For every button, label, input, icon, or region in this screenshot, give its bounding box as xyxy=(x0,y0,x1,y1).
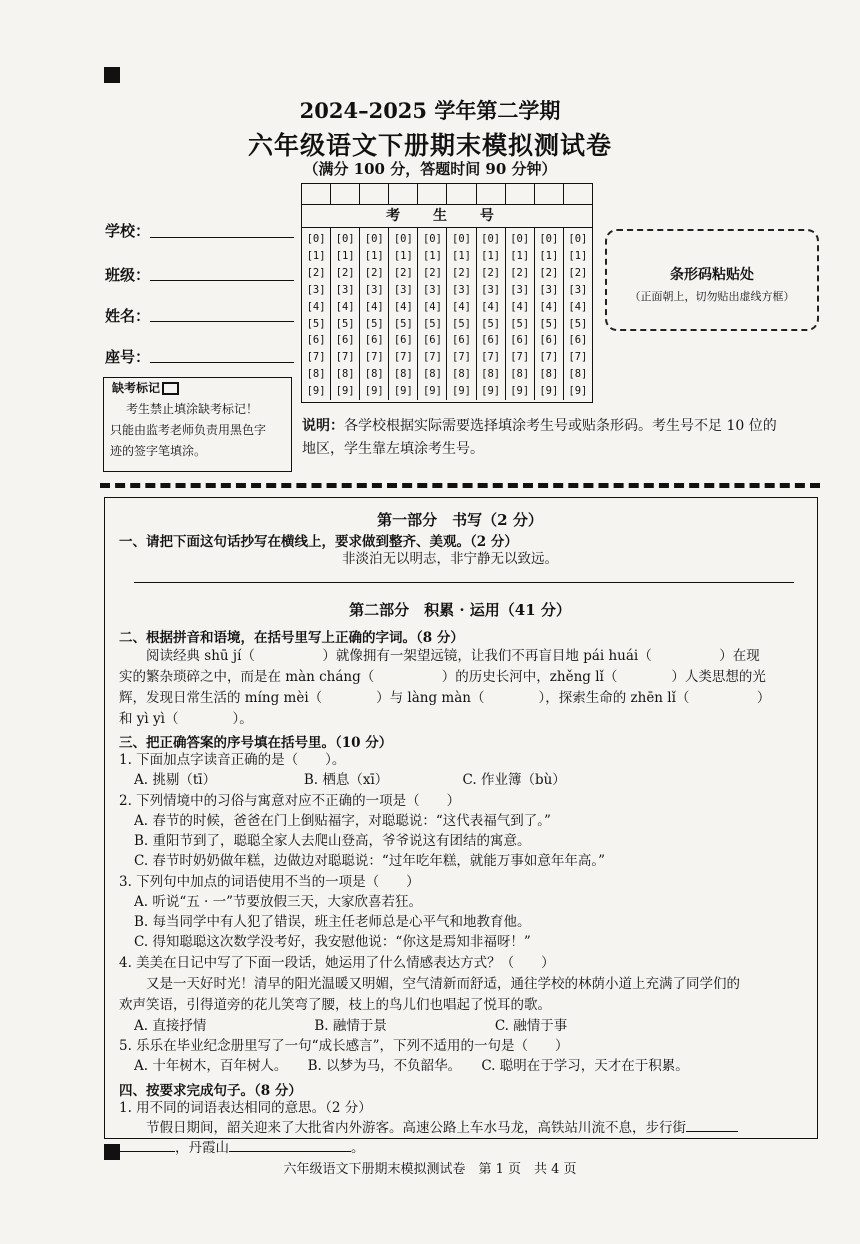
q4-line2b: 。 xyxy=(351,1140,365,1156)
absent-checkbox[interactable] xyxy=(162,382,179,395)
digit-bubble[interactable]: [6] xyxy=(539,334,559,347)
digit-bubble[interactable]: [3] xyxy=(335,283,355,296)
digit-bubble[interactable]: [9] xyxy=(539,385,559,398)
digit-bubble[interactable]: [7] xyxy=(393,351,413,364)
q3-item: 5. 乐乐在毕业纪念册里写了一句“成长感言”，下列不适用的一句是（ ） xyxy=(119,1038,569,1054)
digit-bubble[interactable]: [1] xyxy=(422,249,442,262)
absent-mark-title: 缺考标记 xyxy=(112,381,161,395)
absent-mark-box xyxy=(103,377,292,472)
digit-bubble[interactable]: [6] xyxy=(422,334,442,347)
corner-mark-top-left xyxy=(104,67,120,83)
note-label: 说明： xyxy=(302,418,344,434)
digit-bubble[interactable]: [1] xyxy=(539,249,559,262)
class-label: 班级： xyxy=(105,266,151,284)
digit-bubble[interactable]: [8] xyxy=(452,368,471,381)
digit-bubble[interactable]: [2] xyxy=(306,266,326,279)
digit-bubble[interactable]: [2] xyxy=(393,266,413,279)
digit-bubble[interactable]: [4] xyxy=(568,300,588,313)
digit-bubble[interactable]: [2] xyxy=(481,266,501,279)
barcode-hint: （正面朝上，切勿贴出虚线方框） xyxy=(629,290,795,303)
digit-bubble[interactable]: [7] xyxy=(452,351,471,364)
digit-bubble[interactable]: [3] xyxy=(452,283,471,296)
digit-bubble[interactable]: [0] xyxy=(481,233,501,245)
digit-bubble[interactable]: [4] xyxy=(452,300,471,313)
digit-bubble[interactable]: [9] xyxy=(422,385,442,398)
digit-bubble[interactable]: [7] xyxy=(306,351,326,364)
digit-bubble[interactable]: [7] xyxy=(422,351,442,364)
digit-bubble[interactable]: [5] xyxy=(393,317,413,330)
digit-bubble[interactable]: [1] xyxy=(335,249,355,262)
digit-bubble[interactable]: [3] xyxy=(306,283,326,296)
digit-bubble[interactable]: [3] xyxy=(568,283,588,296)
digit-bubble[interactable]: [5] xyxy=(539,317,559,330)
q3-option: B. 每当同学中有人犯了错误，班主任老师总是心平气和地教育他。 xyxy=(134,914,531,930)
digit-bubble[interactable]: [3] xyxy=(364,283,384,296)
digit-bubble[interactable]: [5] xyxy=(481,317,501,330)
q3-option: A. 听说“五 · 一”节要放假三天，大家欣喜若狂。 xyxy=(134,894,423,910)
name-field[interactable] xyxy=(150,320,294,322)
digit-bubble[interactable]: [6] xyxy=(335,334,355,347)
digit-bubble[interactable]: [2] xyxy=(452,266,471,279)
page-subtitle: （满分 100 分，答题时间 90 分钟） xyxy=(303,160,557,178)
exam-number-column xyxy=(389,228,418,400)
digit-bubble[interactable]: [3] xyxy=(393,283,413,296)
q3-option-row: A. 十年树木，百年树人。 B. 以梦为马，不负韶华。 C. 聪明在于学习，天才在于积累。 xyxy=(134,1058,689,1074)
digit-bubble[interactable]: [1] xyxy=(568,249,588,262)
q3-passage: 欢声笑语，引得道旁的花儿笑弯了腰，枝上的鸟儿们也唱起了悦耳的歌。 xyxy=(119,997,551,1013)
q1-heading: 一、请把下面这句话抄写在横线上，要求做到整齐、美观。（2 分） xyxy=(119,534,518,550)
school-label: 学校： xyxy=(105,222,151,240)
digit-bubble[interactable]: [4] xyxy=(422,300,442,313)
digit-bubble[interactable]: [5] xyxy=(452,317,471,330)
digit-bubble[interactable]: [5] xyxy=(306,317,326,330)
q4-line1: 节假日期间，韶关迎来了大批省内外游客。高速公路上车水马龙，高铁站川流不息，步行街 xyxy=(146,1120,686,1136)
exam-number-column xyxy=(418,228,447,400)
exam-number-title: 考 生 号 xyxy=(302,205,592,228)
barcode-area xyxy=(605,229,819,331)
school-field[interactable] xyxy=(150,236,294,238)
q2-line: 辉，发现日常生活的 míng mèi（ ）与 làng màn（ ），探索生命的 zhēn lǐ（ ） xyxy=(119,690,771,706)
digit-bubble[interactable]: [4] xyxy=(481,300,501,313)
digit-bubble[interactable]: [5] xyxy=(335,317,355,330)
digit-bubble[interactable]: [1] xyxy=(452,249,471,262)
instructions-note xyxy=(302,415,822,461)
digit-bubble[interactable]: [2] xyxy=(539,266,559,279)
digit-bubble[interactable]: [6] xyxy=(364,334,384,347)
absent-note-line: 只能由监考老师负责用黑色字 xyxy=(110,423,267,437)
digit-bubble[interactable]: [4] xyxy=(364,300,384,313)
digit-bubble[interactable]: [1] xyxy=(393,249,413,262)
year-line: 2024–2025 学年第二学期 xyxy=(299,98,561,123)
digit-bubble[interactable]: [5] xyxy=(422,317,442,330)
q3-option: A. 春节的时候，爸爸在门上倒贴福字，对聪聪说：“这代表福气到了。” xyxy=(134,813,551,829)
digit-bubble[interactable]: [5] xyxy=(510,317,530,330)
digit-bubble[interactable]: [4] xyxy=(306,300,326,313)
digit-bubble[interactable]: [0] xyxy=(306,233,326,245)
digit-bubble[interactable]: [0] xyxy=(422,233,442,245)
digit-bubble[interactable]: [4] xyxy=(510,300,530,313)
exam-number-column xyxy=(535,228,564,400)
digit-bubble[interactable]: [6] xyxy=(393,334,413,347)
digit-bubble[interactable]: [4] xyxy=(539,300,559,313)
digit-bubble[interactable]: [7] xyxy=(539,351,559,364)
seat-label: 座号： xyxy=(105,348,151,366)
barcode-title: 条形码粘贴处 xyxy=(670,267,754,283)
digit-bubble[interactable]: [0] xyxy=(364,233,384,245)
exam-number-column xyxy=(447,228,476,400)
q4-text xyxy=(146,1119,738,1138)
digit-bubble[interactable]: [7] xyxy=(510,351,530,364)
note-text: 地区，学生靠左填涂考生号。 xyxy=(302,441,484,457)
digit-bubble[interactable]: [5] xyxy=(568,317,588,330)
digit-bubble[interactable]: [0] xyxy=(335,233,355,245)
digit-bubble[interactable]: [1] xyxy=(510,249,530,262)
q3-option: C. 得知聪聪这次数学没考好，我安慰他说：“你这是焉知非福呀！” xyxy=(134,934,531,950)
digit-bubble[interactable]: [9] xyxy=(393,385,413,398)
q4-text xyxy=(119,1139,365,1158)
digit-bubble[interactable]: [0] xyxy=(568,233,588,245)
digit-bubble[interactable]: [8] xyxy=(393,368,413,381)
q4-line2a: ，丹霞山 xyxy=(175,1140,229,1156)
digit-bubble[interactable]: [2] xyxy=(510,266,530,279)
q2-line: 和 yì yì（ ）。 xyxy=(119,711,253,727)
digit-bubble[interactable]: [0] xyxy=(452,233,471,245)
digit-bubble[interactable]: [3] xyxy=(539,283,559,296)
absent-note-line: 迹的签字笔填涂。 xyxy=(110,444,207,458)
digit-bubble[interactable]: [9] xyxy=(452,385,471,398)
part2-heading: 第二部分 积累 · 运用（41 分） xyxy=(349,601,571,619)
class-field[interactable] xyxy=(150,279,294,281)
digit-bubble[interactable]: [9] xyxy=(510,385,530,398)
digit-bubble[interactable]: [9] xyxy=(364,385,384,398)
q2-line: 实的繁杂琐碎之中，而是在 màn cháng（ ）的历史长河中，zhěng lǐ（ ）人类思想的光 xyxy=(119,669,766,685)
q3-item: 1. 下面加点字读音正确的是（ ）。 xyxy=(119,752,346,768)
q3-option-row: A. 直接抒情 B. 融情于景 C. 融情于事 xyxy=(134,1018,568,1034)
q3-item: 4. 美美在日记中写了下面一段话，她运用了什么情感表达方式？（ ） xyxy=(119,955,555,971)
digit-bubble[interactable]: [4] xyxy=(393,300,413,313)
digit-bubble[interactable]: [7] xyxy=(568,351,588,364)
digit-bubble[interactable]: [7] xyxy=(335,351,355,364)
digit-bubble[interactable]: [3] xyxy=(510,283,530,296)
writing-line[interactable] xyxy=(134,582,794,583)
digit-bubble[interactable]: [5] xyxy=(364,317,384,330)
q2-heading: 二、根据拼音和语境，在括号里写上正确的字词。（8 分） xyxy=(119,630,464,646)
exam-number-grid xyxy=(301,183,593,403)
q3-item: 2. 下列情境中的习俗与寓意对应不正确的一项是（ ） xyxy=(119,793,461,809)
digit-bubble[interactable]: [6] xyxy=(452,334,471,347)
q2-line: 阅读经典 shū jí（ ）就像拥有一架望远镜，让我们不再盲目地 pái huái（ ）在现 xyxy=(146,648,760,664)
q3-item: 3. 下列句中加点的词语使用不当的一项是（ ） xyxy=(119,874,420,890)
digit-bubble[interactable]: [6] xyxy=(481,334,501,347)
digit-bubble[interactable]: [0] xyxy=(393,233,413,245)
part1-heading: 第一部分 书写（2 分） xyxy=(377,511,543,529)
digit-bubble[interactable]: [2] xyxy=(335,266,355,279)
answer-blank[interactable] xyxy=(119,1151,175,1152)
exam-number-column xyxy=(331,228,360,400)
name-label: 姓名： xyxy=(105,307,151,325)
exam-number-column xyxy=(360,228,389,400)
digit-bubble[interactable]: [7] xyxy=(481,351,501,364)
digit-bubble[interactable]: [6] xyxy=(306,334,326,347)
digit-bubble[interactable]: [8] xyxy=(568,368,588,381)
digit-bubble[interactable]: [1] xyxy=(364,249,384,262)
copy-sentence: 非淡泊无以明志，非宁静无以致远。 xyxy=(342,551,558,567)
digit-bubble[interactable]: [8] xyxy=(306,368,326,381)
absent-note-line: 考生禁止填涂缺考标记！ xyxy=(126,402,259,416)
exam-number-column xyxy=(477,228,506,400)
exam-number-column xyxy=(302,228,331,400)
digit-bubble[interactable]: [7] xyxy=(364,351,384,364)
q3-option-row: A. 挑剔（tī） B. 栖息（xī） C. 作业簿（bù） xyxy=(134,772,566,788)
q4-sub: 1. 用不同的词语表达相同的意思。（2 分） xyxy=(119,1100,372,1116)
separator-dashed xyxy=(100,483,820,488)
digit-bubble[interactable]: [8] xyxy=(422,368,442,381)
digit-bubble[interactable]: [9] xyxy=(306,385,326,398)
q3-passage: 又是一天好时光！清早的阳光温暖又明媚，空气清新而舒适，通往学校的林荫小道上充满了同学们的 xyxy=(146,976,740,992)
answer-blank[interactable] xyxy=(229,1151,351,1152)
digit-bubble[interactable]: [8] xyxy=(335,368,355,381)
digit-bubble[interactable]: [2] xyxy=(568,266,588,279)
digit-bubble[interactable]: [9] xyxy=(335,385,355,398)
digit-bubble[interactable]: [2] xyxy=(422,266,442,279)
digit-bubble[interactable]: [6] xyxy=(568,334,588,347)
digit-bubble[interactable]: [2] xyxy=(364,266,384,279)
digit-bubble[interactable]: [8] xyxy=(364,368,384,381)
digit-bubble[interactable]: [6] xyxy=(510,334,530,347)
digit-bubble[interactable]: [8] xyxy=(539,368,559,381)
digit-bubble[interactable]: [0] xyxy=(539,233,559,245)
digit-bubble[interactable]: [9] xyxy=(568,385,588,398)
digit-bubble[interactable]: [4] xyxy=(335,300,355,313)
page-footer: 六年级语文下册期末模拟测试卷 第 1 页 共 4 页 xyxy=(283,1162,577,1177)
digit-bubble[interactable]: [3] xyxy=(481,283,501,296)
seat-field[interactable] xyxy=(150,361,294,363)
digit-bubble[interactable]: [8] xyxy=(510,368,530,381)
page-title: 六年级语文下册期末模拟测试卷 xyxy=(247,131,612,160)
digit-bubble[interactable]: [0] xyxy=(510,233,530,245)
exam-number-column xyxy=(564,228,592,400)
digit-bubble[interactable]: [1] xyxy=(481,249,501,262)
q3-option: C. 春节时奶奶做年糕，边做边对聪聪说：“过年吃年糕，就能万事如意年年高。” xyxy=(134,853,605,869)
digit-bubble[interactable]: [3] xyxy=(422,283,442,296)
q3-heading: 三、把正确答案的序号填在括号里。（10 分） xyxy=(119,735,393,751)
digit-bubble[interactable]: [1] xyxy=(306,249,326,262)
q4-heading: 四、按要求完成句子。（8 分） xyxy=(119,1083,302,1099)
q3-option: B. 重阳节到了，聪聪全家人去爬山登高，爷爷说这有团结的寓意。 xyxy=(134,833,531,849)
note-text: 各学校根据实际需要选择填涂考生号或贴条形码。考生号不足 10 位的 xyxy=(344,418,777,434)
digit-bubble[interactable]: [8] xyxy=(481,368,501,381)
digit-bubble[interactable]: [9] xyxy=(481,385,501,398)
exam-number-column xyxy=(506,228,535,400)
answer-blank[interactable] xyxy=(686,1131,738,1132)
exam-number-write-row[interactable] xyxy=(302,184,592,205)
